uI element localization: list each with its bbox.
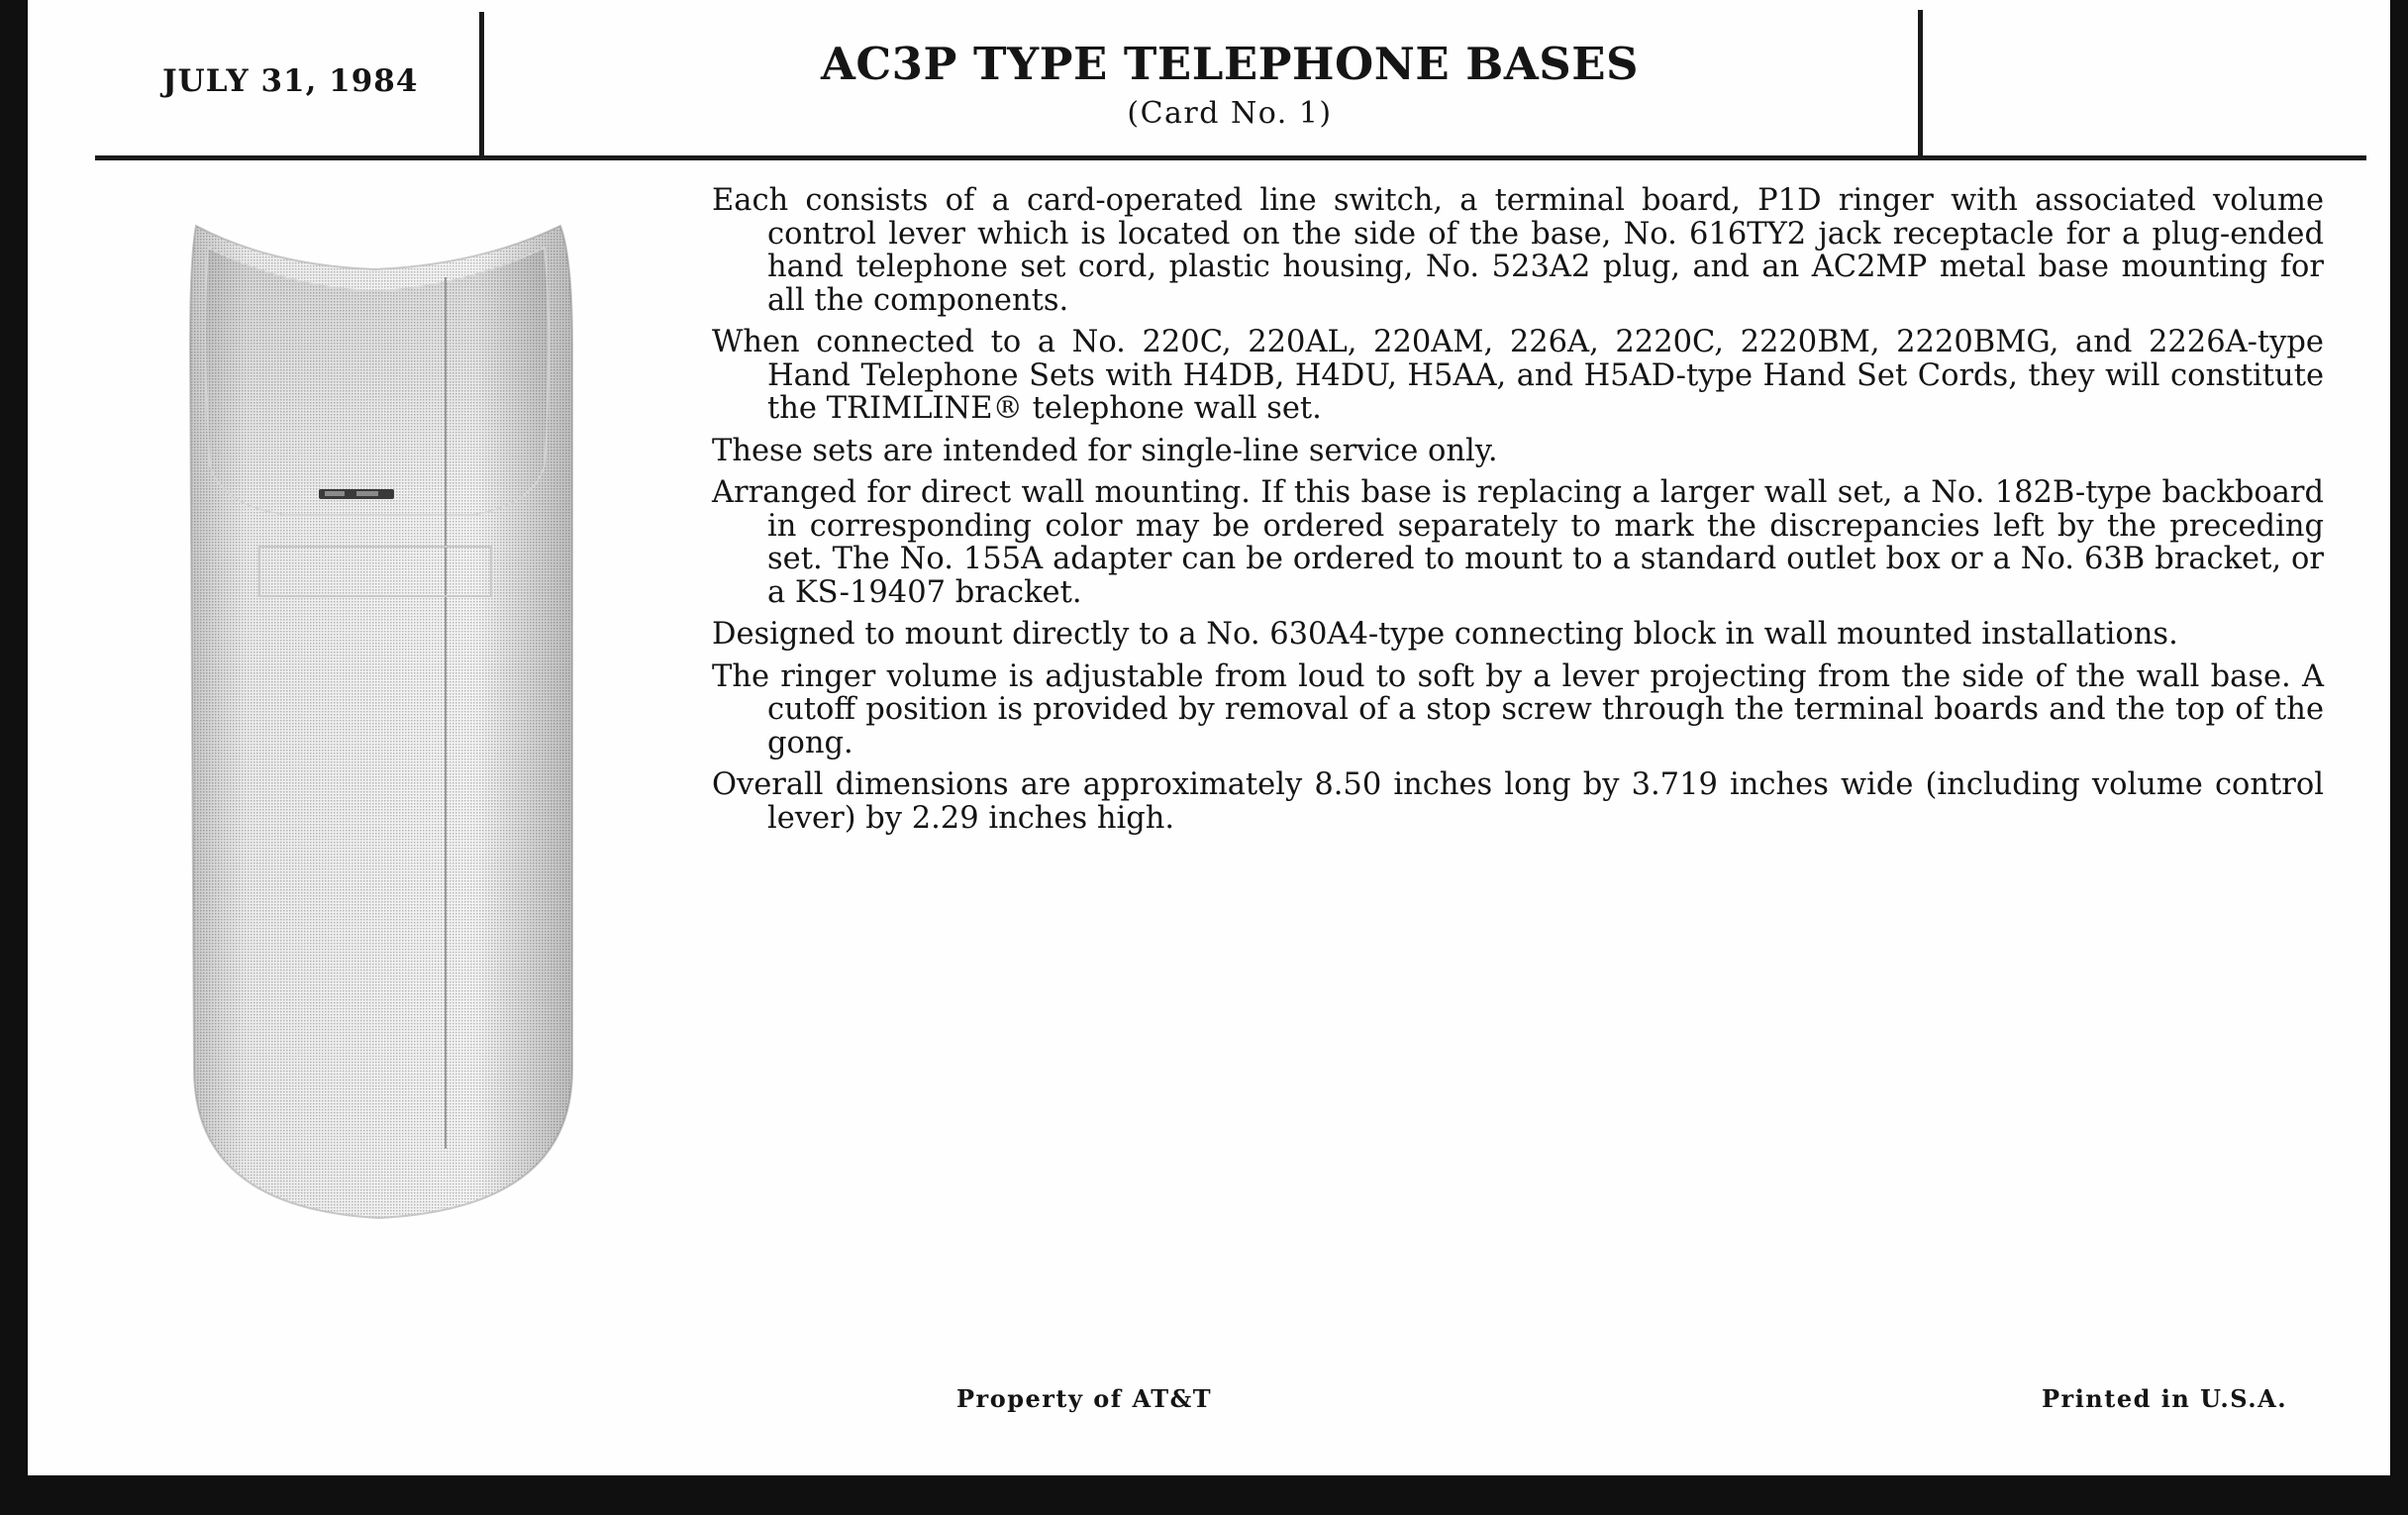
paragraph-compatibility: When connected to a No. 220C, 220AL, 220AM, 226A, 2220C, 2220BM, 2220BMG, and 2226A-type Hand Telephone Sets with H4DB, H4DU, H5AA, and H5AD-type Hand Set Cords, they will constitute the TRIMLINE® telephone wall set. [712,325,2324,426]
telephone-base-photo [176,218,582,1228]
card-number: (Card No. 1) [1127,96,1333,131]
paragraph-components: Each consists of a card-operated line switch, a terminal board, P1D ringer with associated volume control lever which is located on the side of the base, No. 616TY2 jack receptacle for a plug-ended hand telephone set cord, plastic housing, No. 523A2 plug, and an AC2MP metal base mounting for all the components. [712,183,2324,318]
card-date: JULY 31, 1984 [162,63,419,99]
paragraph-service: These sets are intended for single-line service only. [712,433,1498,468]
catalog-card [28,0,2390,1475]
paragraph-dimensions: Overall dimensions are approximately 8.50 inches long by 3.719 inches wide (including volume control lever) by 2.29 inches high. [712,767,2324,836]
card-description [712,184,2324,844]
paragraph-connecting-block: Designed to mount directly to a No. 630A4-type connecting block in wall mounted installations. [712,617,2178,652]
paragraph-mounting: Arranged for direct wall mounting. If this base is replacing a larger wall set, a No. 182B-type backboard in corresponding color may be ordered separately to mark the discrepancies left by the preceding set. The No. 155A adapter can be ordered to mount to a standard outlet box or a No. 63B bracket, or a KS-19407 bracket. [712,475,2324,610]
footer-property: Property of AT&T [956,1384,1213,1413]
card-title: AC3P TYPE TELEPHONE BASES [820,38,1640,90]
footer-printed: Printed in U.S.A. [2042,1384,2288,1413]
paragraph-ringer-volume: The ringer volume is adjustable from loud to soft by a lever projecting from the side of the wall base. A cutoff position is provided by removal of a stop screw through the terminal boards and the top of the gong. [712,658,2324,760]
header-divider-left [479,12,484,160]
header-rule [95,155,2366,160]
